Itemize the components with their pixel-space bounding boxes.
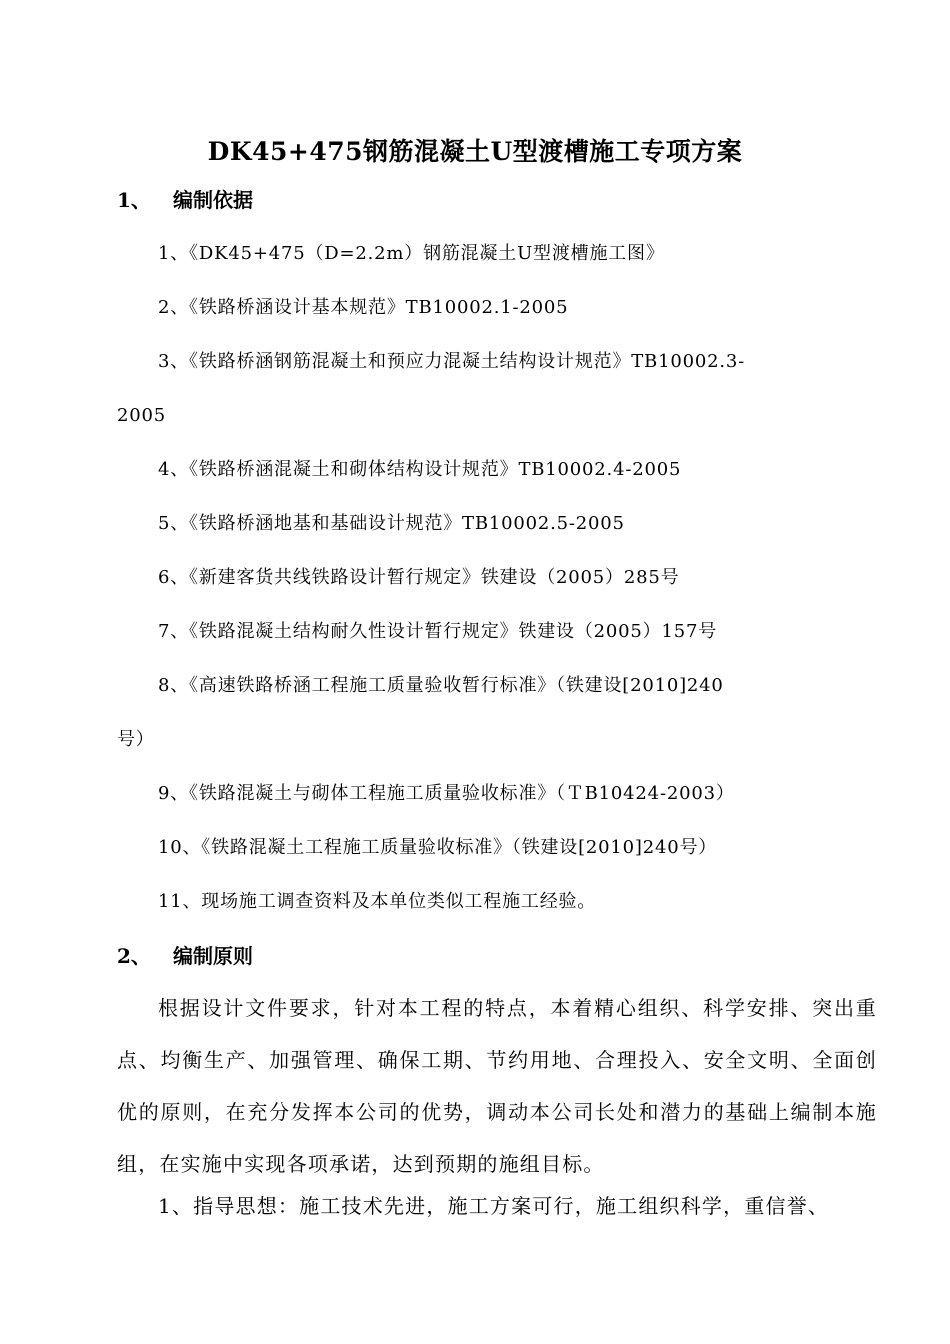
reference-item-10: 10、《铁路混凝土工程施工质量验收标准》（铁建设[2010]240号） — [158, 837, 718, 858]
reference-item-5: 5、《铁路桥涵地基和基础设计规范》TB10002.5-2005 — [158, 513, 625, 534]
reference-item-9: 9、《铁路混凝土与砌体工程施工质量验收标准》（ＴB10424-2003） — [158, 783, 735, 804]
reference-item-4: 4、《铁路桥涵混凝土和砌体结构设计规范》TB10002.4-2005 — [158, 459, 682, 480]
reference-item-8: 8、《高速铁路桥涵工程施工质量验收暂行标准》（铁建设[2010]240 — [158, 675, 724, 696]
section-number: 2、 — [117, 944, 151, 968]
reference-item-11: 11、现场施工调查资料及本单位类似工程施工经验。 — [158, 891, 597, 912]
section-heading-principles — [117, 940, 253, 972]
reference-item-6: 6、《新建客货共线铁路设计暂行规定》铁建设（2005）285号 — [158, 567, 680, 588]
guideline-line: 1、指导思想：施工技术先进，施工方案可行，施工组织科学，重信誉、 — [158, 1194, 830, 1218]
reference-item-3: 3、《铁路桥涵钢筋混凝土和预应力混凝土结构设计规范》TB10002.3- — [158, 351, 745, 372]
document-title: DK45+475钢筋混凝土U型渡槽施工专项方案 — [207, 137, 743, 166]
reference-item-7: 7、《铁路混凝土结构耐久性设计暂行规定》铁建设（2005）157号 — [158, 621, 718, 642]
reference-item-3-continued: 2005 — [117, 405, 167, 426]
reference-item-2: 2、《铁路桥涵设计基本规范》TB10002.1-2005 — [158, 297, 569, 318]
section-title: 编制原则 — [173, 944, 253, 968]
section-heading-basis — [117, 184, 253, 216]
section-title: 编制依据 — [173, 188, 253, 212]
principles-paragraph: 根据设计文件要求，针对本工程的特点，本着精心组织、科学安排、突出重点、均衡生产、加强管理、确保工期、节约用地、合理投入、安全文明、全面创优的原则，在充分发挥本公司的优势，调动本公司长处和潜力的基础上编制本施组，在实施中实现各项承诺，达到预期的施组目标。 — [117, 996, 877, 1176]
reference-item-8-continued: 号） — [117, 729, 155, 750]
reference-item-1: 1、《DK45+475（D=2.2m）钢筋混凝土U型渡槽施工图》 — [158, 243, 665, 264]
section-number: 1、 — [117, 188, 151, 212]
